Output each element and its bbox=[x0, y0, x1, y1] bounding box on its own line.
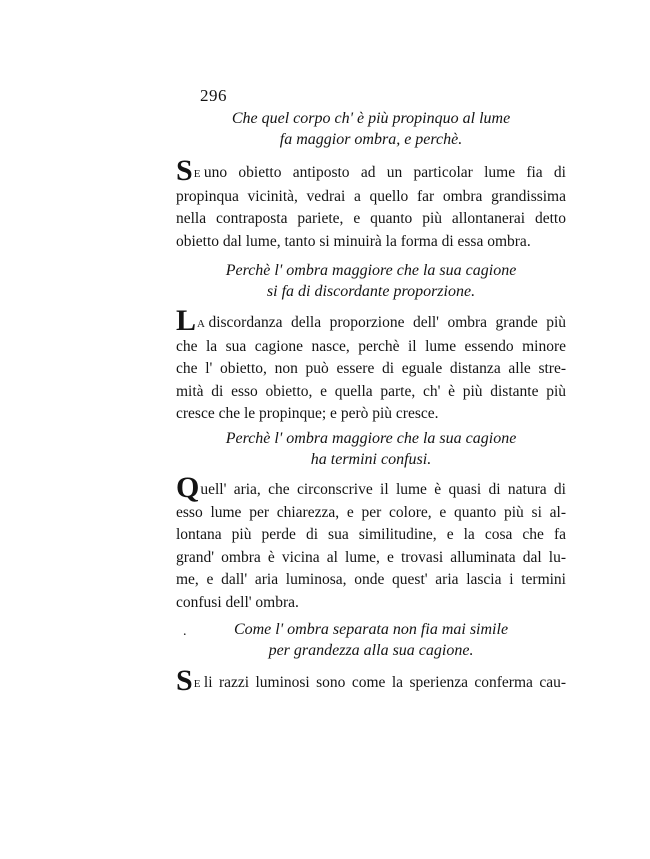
page-number: 296 bbox=[200, 86, 227, 105]
paragraph-line: che l' obietto, non può essere di eguale distanza alle stre- bbox=[176, 360, 566, 377]
paragraph-line: grand' ombra è vicina al lume, e trovasi alluminata dal lu- bbox=[176, 548, 566, 566]
paragraph-line: obietto dal lume, tanto si minuirà la forma di essa ombra. bbox=[176, 232, 531, 250]
paragraph-4 bbox=[176, 664, 566, 697]
section-heading-2 bbox=[176, 260, 566, 302]
heading-line: Come l' ombra separata non fia mai simile bbox=[233, 621, 509, 638]
margin-mark: . bbox=[183, 624, 187, 639]
paragraph-3 bbox=[176, 471, 566, 614]
paragraph-line: confusi dell' ombra. bbox=[176, 593, 299, 611]
heading-line: per grandezza alla sua cagione. bbox=[268, 642, 474, 659]
drop-cap: L bbox=[176, 304, 197, 337]
heading-line: Perchè l' ombra maggiore che la sua cagione bbox=[225, 262, 517, 279]
small-cap: A bbox=[197, 318, 206, 330]
heading-line: si fa di discordante proporzione. bbox=[266, 283, 476, 300]
paragraph-line: cresce che le propinque; e però più cresce. bbox=[176, 405, 439, 422]
paragraph-2 bbox=[176, 304, 566, 426]
section-heading-1 bbox=[176, 108, 566, 150]
paragraph-line: Quell' aria, che circonscrive il lume è quasi di natura di bbox=[176, 471, 566, 504]
heading-line: Che quel corpo ch' è più propinquo al lume bbox=[231, 110, 511, 127]
small-cap: E bbox=[193, 678, 201, 690]
heading-line: ha termini confusi. bbox=[310, 451, 432, 468]
paragraph-line: SE uno obietto antiposto ad un particolar lume fia di bbox=[176, 154, 566, 187]
paragraph-line: esso lume per chiarezza, e per colore, e quanto più si al- bbox=[176, 503, 566, 521]
heading-line: Perchè l' ombra maggiore che la sua cagione bbox=[225, 430, 517, 447]
paragraph-line: che la sua cagione nasce, perchè il lume essendo minore bbox=[176, 337, 566, 355]
drop-cap: S bbox=[176, 664, 193, 697]
small-cap: E bbox=[193, 168, 201, 180]
heading-line: fa maggior ombra, e perchè. bbox=[279, 131, 463, 148]
paragraph-line: SE li razzi luminosi sono come la sperienza conferma cau- bbox=[176, 664, 566, 697]
section-heading-4 bbox=[176, 619, 566, 661]
drop-cap: Q bbox=[176, 471, 200, 504]
paragraph-line: me, e dall' aria luminosa, onde quest' aria lascia i termini bbox=[176, 571, 566, 588]
paragraph-line: mità di esso obietto, e quella parte, ch' è più distante più bbox=[176, 382, 566, 400]
paragraph-line: lontana più perde di sua similitudine, e la cosa che fa bbox=[176, 526, 566, 543]
paragraph-1 bbox=[176, 154, 566, 253]
paragraph-line: propinqua vicinità, vedrai a quello far ombra grandissima bbox=[176, 187, 566, 205]
paragraph-line: nella contraposta pariete, e quanto più allontanerai detto bbox=[176, 210, 566, 227]
drop-cap: S bbox=[176, 154, 193, 187]
section-heading-3 bbox=[176, 428, 566, 470]
paragraph-line: LA discordanza della proporzione dell' ombra grande più bbox=[176, 304, 566, 337]
